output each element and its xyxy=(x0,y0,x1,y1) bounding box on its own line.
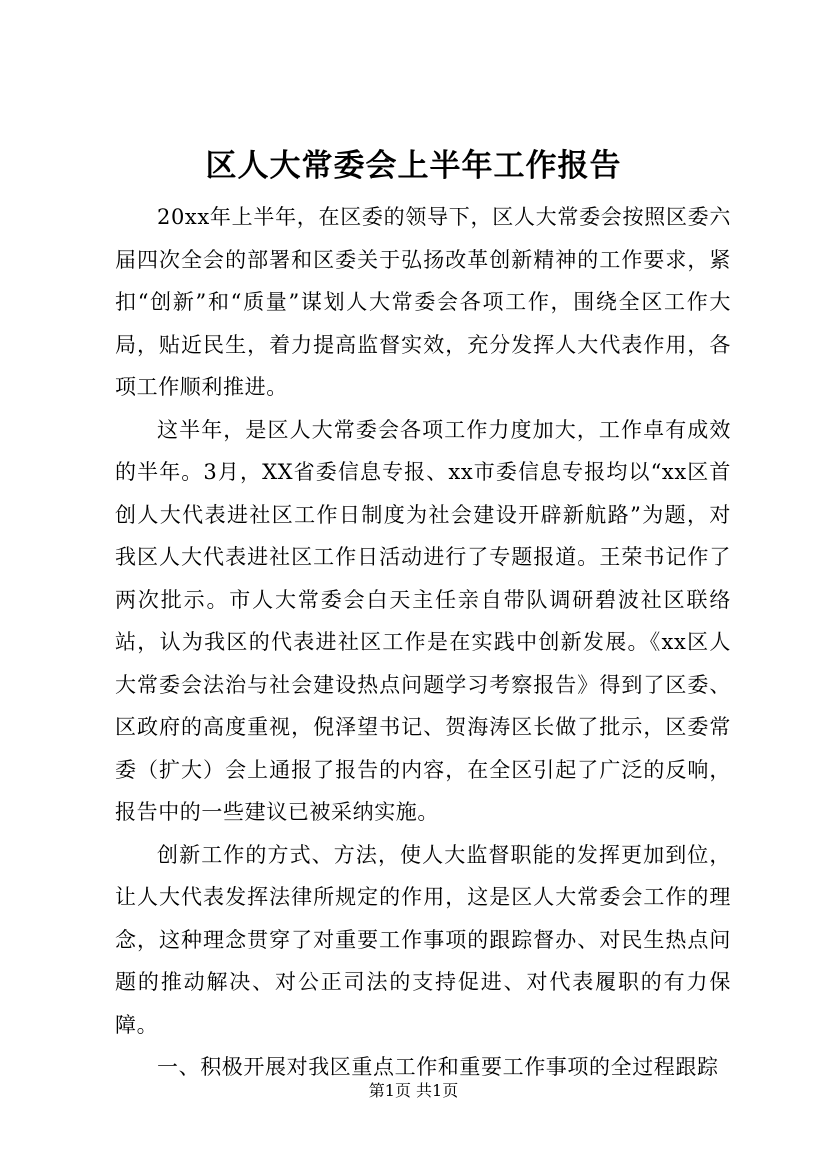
paragraph-2: 这半年，是区人大常委会各项工作力度加大，工作卓有成效的半年。3月，XX省委信息专报、xx市委信息专报均以“xx区首创人大代表进社区工作日制度为社会建设开辟新航路”为题，对我区人大代表进社区工作日活动进行了专题报道。王荣书记作了两次批示。市人大常委会白天主任亲自带队调研碧波社区联络站，认为我区的代表进社区工作是在实践中创新发展。《xx区人大常委会法治与社会建设热点问题学习考察报告》得到了区委、区政府的高度重视，倪泽望书记、贺海涛区长做了批示，区委常委（扩大）会上通报了报告的内容，在全区引起了广泛的反响，报告中的一些建议已被采纳实施。 xyxy=(115,417,731,824)
document-body xyxy=(115,196,731,1089)
paragraph-1: 20xx年上半年，在区委的领导下，区人大常委会按照区委六届四次全会的部署和区委关于弘扬改革创新精神的工作要求，紧扣“创新”和“质量”谋划人大常委会各项工作，围绕全区工作大局，贴近民生，着力提高监督实效，充分发挥人大代表作用，各项工作顺利推进。 xyxy=(115,205,731,399)
paragraph-4-heading: 一、积极开展对我区重点工作和重要工作事项的全过程跟踪 xyxy=(157,1055,719,1079)
page-number-footer: 第1页 共1页 xyxy=(368,1081,459,1100)
document-title: 区人大常委会上半年工作报告 xyxy=(205,148,622,184)
paragraph-3: 创新工作的方式、方法，使人大监督职能的发挥更加到位，让人大代表发挥法律所规定的作用，这是区人大常委会工作的理念，这种理念贯穿了对重要工作事项的跟踪督办、对民生热点问题的推动解决、对公正司法的支持促进、对代表履职的有力保障。 xyxy=(115,842,731,1037)
